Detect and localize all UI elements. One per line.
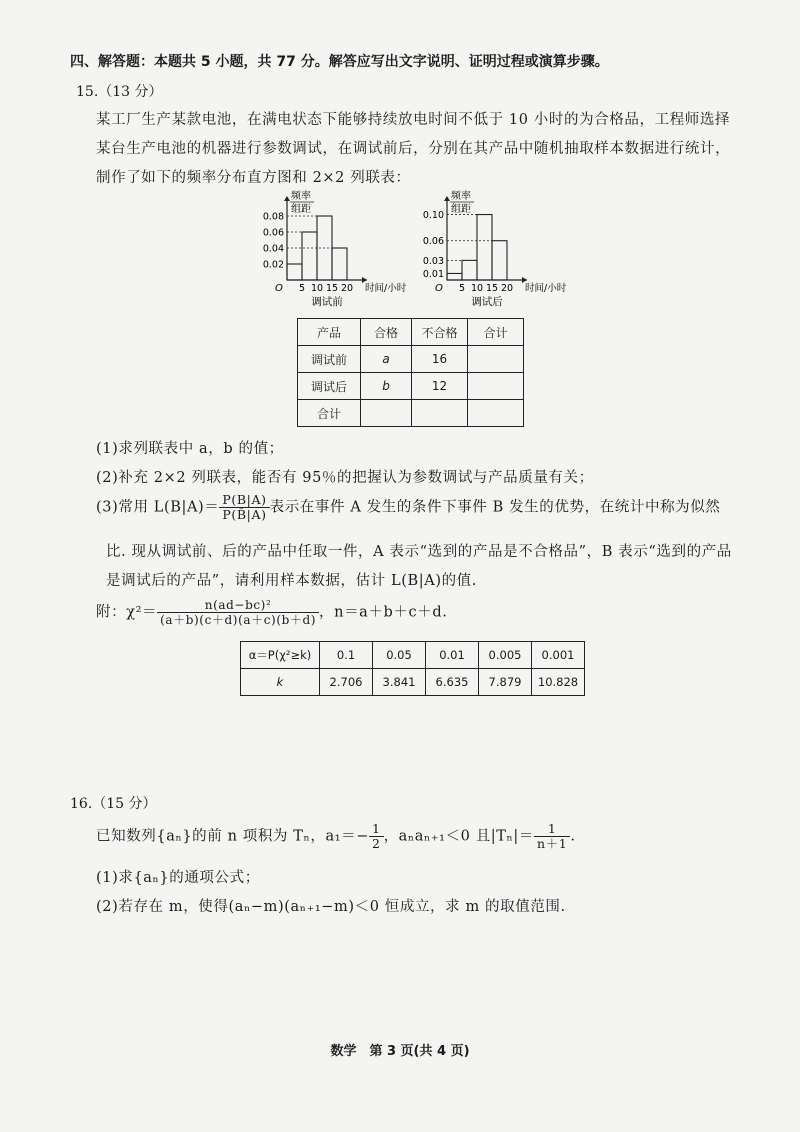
table-cell: 0.05 [373, 642, 426, 669]
table-cell: 3.841 [373, 669, 426, 696]
x-tick-label: 15 [485, 283, 499, 294]
histogram-bar [332, 248, 347, 280]
q16-part-2: (2)若存在 m，使得(aₙ−m)(aₙ₊₁−m)＜0 恒成立，求 m 的取值范围. [96, 899, 566, 915]
table-cell: 调试前 [298, 346, 361, 373]
q15-part-3-line-2: 比. 现从调试前、后的产品中任取一件，A 表示“选到的产品是不合格品”，B 表示“选到的产品 [106, 544, 732, 560]
x-tick-label: 20 [340, 283, 354, 294]
x-tick-label: 10 [470, 283, 484, 294]
y-axis-label-bottom: 组距 [451, 204, 471, 215]
q15-part-2: (2)补充 2×2 列联表，能否有 95％的把握认为参数调试与产品质量有关； [96, 470, 594, 486]
x-tick-label: 5 [298, 283, 306, 294]
histogram-bar [462, 260, 477, 280]
header-cell: 合格 [361, 319, 412, 346]
table-row [241, 669, 585, 696]
fraction-numerator: n(ad−bc)² [157, 598, 319, 613]
table-cell: 12 [412, 373, 468, 400]
table-row [298, 373, 524, 400]
stem-middle: ，aₙaₙ₊₁＜0 且|Tₙ|＝ [383, 828, 535, 845]
table-row [298, 346, 524, 373]
q16-part-1: (1)求{aₙ}的通项公式； [96, 870, 260, 886]
part3-prefix: (3)常用 L(B|A)＝ [96, 499, 220, 516]
y-tick-label: 0.06 [422, 236, 444, 248]
fraction-denominator: 2 [372, 836, 381, 851]
fraction-denominator: P(B̄|A) [222, 507, 267, 522]
y-tick-label: 0.04 [262, 243, 284, 255]
table-cell: 0.01 [426, 642, 479, 669]
y-tick-label: 0.03 [422, 255, 444, 267]
q16-stem [96, 822, 576, 851]
table-cell [412, 400, 468, 427]
histogram-bar [492, 241, 507, 280]
y-axis-label-top: 频率 [451, 191, 471, 202]
q15-line-3: 制作了如下的频率分布直方图和 2×2 列联表： [96, 170, 411, 186]
table-cell: 10.828 [532, 669, 585, 696]
table-cell: α＝P(χ²≥k) [241, 642, 320, 669]
likelihood-fraction [219, 493, 269, 522]
tn-fraction [534, 822, 570, 851]
table-cell [468, 373, 524, 400]
y-tick-label: 0.10 [422, 210, 444, 222]
header-cell: 合计 [468, 319, 524, 346]
q15-part-3 [96, 493, 720, 522]
q15-part-3-line-3: 是调试后的产品”，请利用样本数据，估计 L(B|A)的值. [106, 573, 477, 589]
y-tick-label: 0.02 [262, 259, 284, 271]
formula-prefix: 附：χ²＝ [96, 604, 158, 621]
table-row [298, 319, 524, 346]
y-axis-arrow [444, 196, 450, 201]
table-cell: 6.635 [426, 669, 479, 696]
x-axis-label: 时间/小时 [365, 283, 407, 294]
stem-prefix: 已知数列{aₙ}的前 n 项积为 Tₙ，a₁＝− [96, 828, 369, 845]
table-cell: 0.001 [532, 642, 585, 669]
stem-end: . [570, 828, 576, 845]
a1-fraction [369, 822, 384, 851]
histogram-bar [447, 273, 462, 280]
table-cell [468, 400, 524, 427]
origin-label: O [435, 283, 443, 294]
histogram-caption: 调试前 [311, 296, 343, 308]
table-cell: 合计 [298, 400, 361, 427]
header-cell: 不合格 [412, 319, 468, 346]
fraction-denominator: (a＋b)(c＋d)(a＋c)(b＋d) [160, 613, 317, 627]
histogram-before [255, 190, 425, 308]
table-row [298, 400, 524, 427]
table-cell [468, 346, 524, 373]
origin-label: O [275, 283, 283, 294]
table-row [241, 642, 585, 669]
y-axis-label-bottom: 组距 [291, 204, 311, 215]
section-header: 四、解答题：本题共 5 小题，共 77 分。解答应写出文字说明、证明过程或演算步骤。 [70, 54, 609, 70]
y-tick-label: 0.06 [262, 227, 284, 239]
x-tick-label: 10 [310, 283, 324, 294]
table-cell: 调试后 [298, 373, 361, 400]
table-cell: 0.005 [479, 642, 532, 669]
histogram-after [415, 190, 585, 308]
q15-part-1: (1)求列联表中 a，b 的值； [96, 441, 284, 457]
histogram-bar [287, 264, 302, 280]
contingency-table [297, 318, 524, 427]
table-cell [361, 400, 412, 427]
fraction-numerator: P(B|A) [219, 493, 269, 508]
q16-number: 16.（15 分） [70, 796, 157, 812]
q15-number: 15.（13 分） [76, 84, 163, 100]
table-cell: b [361, 373, 412, 400]
histogram-bar [302, 232, 317, 280]
histogram-bar [477, 215, 492, 280]
y-tick-label: 0.01 [422, 268, 444, 280]
x-tick-label: 20 [500, 283, 514, 294]
critical-value-table [240, 641, 585, 696]
x-tick-label: 5 [458, 283, 466, 294]
table-cell: 0.1 [320, 642, 373, 669]
histogram-caption: 调试后 [471, 296, 503, 308]
fraction-numerator: 1 [369, 822, 384, 837]
chi-square-fraction [157, 598, 319, 627]
chi-square-formula [96, 598, 447, 627]
table-cell: 2.706 [320, 669, 373, 696]
table-cell: 7.879 [479, 669, 532, 696]
y-axis-label-top: 频率 [291, 191, 311, 202]
page-footer: 数学 第 3 页(共 4 页) [330, 1044, 470, 1059]
fraction-numerator: 1 [534, 822, 570, 837]
q15-line-2: 某台生产电池的机器进行参数调试，在调试前后，分别在其产品中随机抽取样本数据进行统计， [96, 141, 731, 157]
fraction-denominator: n＋1 [537, 836, 568, 851]
table-cell: a [361, 346, 412, 373]
table-cell: k [241, 669, 320, 696]
formula-suffix: ，n＝a＋b＋c＋d. [319, 604, 448, 621]
header-cell: 产品 [298, 319, 361, 346]
table-cell: 16 [412, 346, 468, 373]
q15-line-1: 某工厂生产某款电池，在满电状态下能够持续放电时间不低于 10 小时的为合格品，工程师选择 [96, 112, 731, 128]
x-axis-label: 时间/小时 [525, 283, 567, 294]
part3-suffix: 表示在事件 A 发生的条件下事件 B 发生的优势，在统计中称为似然 [269, 499, 721, 516]
x-tick-label: 15 [325, 283, 339, 294]
y-tick-label: 0.08 [262, 211, 284, 223]
y-axis-arrow [284, 196, 290, 201]
